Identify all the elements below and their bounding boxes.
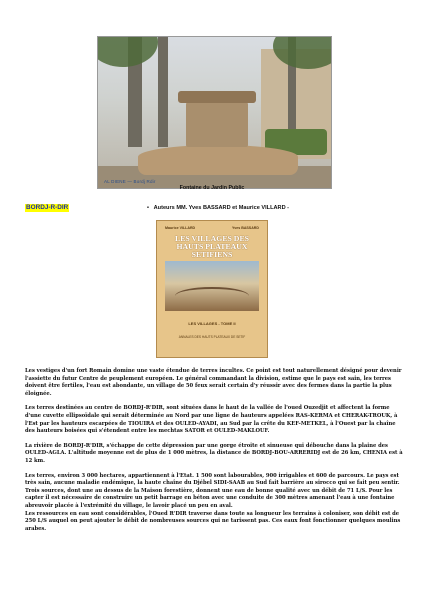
- foliage: [97, 36, 158, 67]
- paragraph: Trois sources, dont une au dessus de la Maison forestière, donnent une eau de bonne qualité avec un débit de 71 L/S. Pour les capter il est nécessaire de construire un petit barrage en béton avec une conduite de 300 mètres amenant l'eau à une fontaine abreuvoir placée à l'extrémité du village, le lavoir placé un peu en aval.: [25, 487, 395, 509]
- author-text: Auteurs MM. Yves BASSARD et Maurice VILLARD -: [153, 205, 290, 211]
- book-author-right: Yves BASSARD: [232, 226, 259, 230]
- book-cover: [156, 220, 268, 358]
- paragraph: La rivière de BORDJ-R'DIR, s'échappe de cette dépression par une gorge étroite et sinueuse qui débouche dans la plaine des OULED-AGLA. L'altitude moyenne est de plus de 1 000 mètres, la distance de BORDJ-BOU-ARRERIDJ est de 26 km, CHENIA est à 12 km.: [25, 442, 403, 464]
- author-line: • Auteurs MM. Yves BASSARD et Maurice VILLARD -: [147, 205, 290, 211]
- book-footer: ANNALES DES HAUTS PLATEAUX DE SETIF: [178, 335, 246, 339]
- book-cover-image: [165, 261, 259, 311]
- ruins-illustration: [175, 287, 249, 305]
- paragraph: Les terres destinées au centre de BORDJ-R'DIR, sont situées dans le haut de la vallée de l'oued Ouzedjit et affectent la forme d'une cuvette ellipsoïdale qui serait déterminée au Nord par une ligne de hauteurs appelées RAS-KERMA et CHERAK-TROUK, à l'Est par les hauteurs escarpées de TIOUIRA et des OULED-AYADI, au Sud par la crête du KEF-METKEL, à l'Ouest par la chaîne des hauteurs boisées qui s'étendent entre les mechtas SATOR et OULED-MAKLOUF.: [25, 405, 398, 435]
- fountain-cap: [178, 91, 256, 103]
- fountain-pillar: [186, 99, 248, 147]
- fountain-photo: [97, 36, 332, 189]
- book-title: LES VILLAGES DES HAUTS PLATEAUX SETIFIENS: [175, 234, 249, 259]
- book-subtitle: LES VILLAGES - TOME II: [188, 321, 236, 326]
- photo-caption: Fontaine du Jardin Public: [179, 185, 245, 191]
- paragraph: Les terres, environ 3 000 hectares, appartiennent à l'Etat. 1 500 sont labourables, 900 irrigables et 600 de parcours. Le pays est très sain, aucune maladie endémique, la haute chaîne du Djébel SIDI-SAAB au Sud fait barrière au sirocco qui se fait peu sentir.: [25, 472, 400, 487]
- heading-row: [25, 204, 405, 214]
- paragraph: Les ressources en eau sont considérables, l'Oued R'DIR traverse dans toute sa longueur les terrains à coloniser, son débit est de 250 L/S auquel on peut ajouter le débit de nombreuses sources qui ne tarissent pas. Ces eaux font fonctionner quelques moulins arabes.: [25, 510, 401, 532]
- tree-trunk: [158, 37, 168, 147]
- book-authors: [165, 226, 259, 230]
- body-text: [25, 368, 403, 533]
- place-name: BORDJ-R-DIR: [26, 204, 69, 211]
- paragraph: Les vestiges d'un fort Romain domine une vaste étendue de terres incultes. Ce point est tout naturellement désigné pour devenir l'assiette du futur Centre de peuplement européen. Le général commandant la division, estime que le pays est sain, les terres doivent être fertiles, l'eau est abondante, un village de 50 feux serait certain d'y réussir avec des fermes dans la partie la plus éloignée.: [25, 368, 402, 397]
- book-author-left: Maurice VILLARD: [165, 226, 196, 230]
- fountain-basin: [138, 145, 298, 175]
- photo-watermark: AL DIENE — Bordj Rdir: [104, 179, 156, 184]
